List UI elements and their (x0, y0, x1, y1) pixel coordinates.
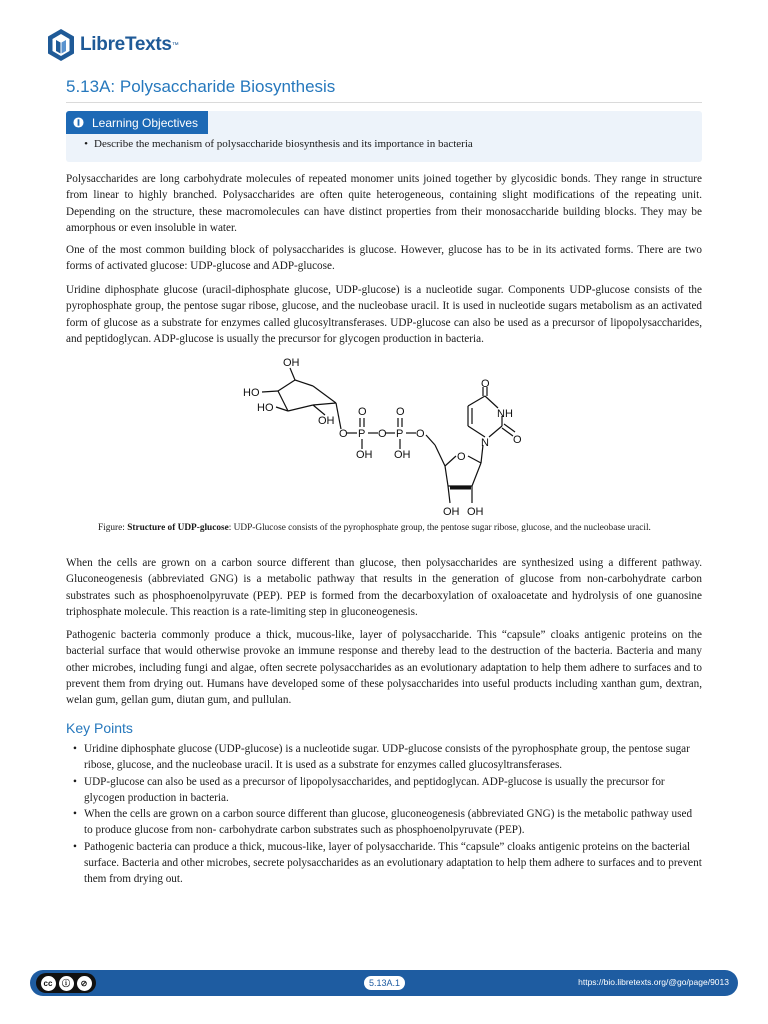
info-circle-icon (73, 117, 84, 128)
cc-icon: cc (41, 976, 56, 991)
paragraph-udp-glucose: Uridine diphosphate glucose (uracil-diphosphate glucose, UDP-glucose) is a nucleotide sugar. Components UDP-glucose consists of the pyrophosphate group, the pentose sugar ribose, glucose, and the nucleobase uracil. It is used in nucleotide sugars metabolism as an activated form of glucose as a substrate for enzymes called glucosyltransferases. UDP-glucose can also be used as a precursor of lipopolysaccharides, and peptidoglycan. ADP-glucose is usually the precursor for glycogen production in bacteria. (66, 284, 702, 345)
figure-caption-prefix: Figure: (98, 523, 128, 533)
udp-glucose-structure-figure (238, 355, 538, 520)
label-o-ribose: O (457, 451, 466, 463)
key-point-text: Pathogenic bacteria can produce a thick, mucous-like, layer of polysaccharide. This “capsule” cloaks antigenic proteins on the bacterial surface. Bacteria and other microbes, secrete polysaccharides as an evolutionary adaptation to help them adhere to surfaces and to prevent them from drying out. (84, 840, 702, 886)
key-point-text: Uridine diphosphate glucose (UDP-glucose) is a nucleotide sugar. UDP-glucose consists of the pyrophosphate group, the pentose sugar ribose, glucose, and the nucleobase uracil. It is used as a substrate for enzymes called glucosyltransferases. (84, 743, 690, 772)
key-point-item (66, 774, 702, 807)
learning-objectives-box (66, 111, 702, 162)
label-o-uracil-top: O (481, 378, 490, 390)
key-point-item (66, 806, 702, 839)
paragraph-pathogenic-bacteria: Pathogenic bacteria commonly produce a thick, mucous-like, layer of polysaccharide. This “capsule” cloaks antigenic proteins on the bacterial surface that would otherwise provoke an immune response and thereby lead to the destruction of the bacteria. Bacteria and many other microbes, including fungi and algae, often secrete polysaccharides as an evolutionary adaptation to help them adhere to surfaces and to prevent them from drying out. Humans have developed some of these polysaccharides into useful products including xanthan gum, dextran, welan gum, gellan gum, diutan gum, and pullulan. (66, 629, 702, 707)
label-o-double2: O (396, 406, 405, 418)
page-title: 5.13A: Polysaccharide Biosynthesis (66, 77, 702, 103)
paragraph-gluconeogenesis: When the cells are grown on a carbon source different than glucose, then polysaccharides are synthesized using a different pathway. Gluconeogenesis (abbreviated GNG) is a metabolic pathway that results in the generation of glucose from non-carbohydrate carbon substrates such as phosphoenolpyruvate (PEP). PEP is formed from the decarboxylation of oxaloacetate and hydrolysis of one guanosine triphosphate molecule. This reaction is a rate-limiting step in gluconeogenesis. (66, 557, 702, 618)
label-oh-p2: OH (394, 449, 411, 461)
bullet: • (84, 138, 88, 150)
key-points-list (66, 741, 702, 888)
figure-caption (98, 522, 678, 535)
label-n: N (481, 437, 489, 449)
noncommercial-icon: ⊘ (77, 976, 92, 991)
label-o-link2: O (416, 428, 425, 440)
creative-commons-license-badge[interactable] (36, 973, 96, 993)
learning-objectives-title: Learning Objectives (92, 115, 199, 130)
label-oh-ribose-left: OH (443, 506, 460, 518)
label-oh-ch2: OH (283, 357, 300, 369)
label-p2: P (396, 428, 404, 440)
label-oh-ribose-right: OH (467, 506, 484, 518)
bullet: • (73, 743, 77, 755)
figure-caption-bold: Structure of UDP-glucose (127, 523, 229, 533)
bullet: • (73, 840, 77, 853)
learning-objective-text: Describe the mechanism of polysaccharide biosynthesis and its importance in bacteria (94, 138, 473, 150)
libretexts-logo-icon (46, 28, 76, 62)
label-o-uracil-right: O (513, 434, 522, 446)
label-nh: NH (497, 408, 513, 420)
label-oh-p1: OH (356, 449, 373, 461)
key-point-item (66, 839, 702, 888)
bullet: • (73, 775, 77, 788)
page-number: 5.13A.1 (364, 976, 405, 990)
label-o-link1: O (339, 428, 348, 440)
page-url-link[interactable]: https://bio.libretexts.org/@go/page/9013 (578, 977, 729, 987)
label-ho-upper: HO (243, 387, 260, 399)
structure-bonds (262, 368, 515, 503)
brand-trademark: ™ (171, 41, 179, 49)
page-footer (30, 970, 738, 996)
paragraph-polysaccharides-intro: Polysaccharides are long carbohydrate molecules of repeated monomer units joined together by glycosidic bonds. They range in structure from linear to highly branched. Polysaccharides are often quite heterogeneous, containing slight modifications of the repeating unit. Depending on the structure, these macromolecules can have distinct properties from their monosaccharide building blocks. They may be amorphous or even insoluble in water. (66, 173, 702, 234)
paragraph-activated-glucose: One of the most common building block of polysaccharides is glucose. However, glucose has to be in its activated forms. There are two forms of activated glucose: UDP-glucose and ADP-glucose. (66, 244, 702, 273)
key-point-text: When the cells are grown on a carbon source different than glucose, gluconeogenesis (abbreviated GNG) is the metabolic pathway used to produce glucose from non- carbohydrate carbon substrates such as phosphoenolpyruvate (PEP). (84, 808, 693, 837)
label-ho-lower: HO (257, 402, 274, 414)
key-points-title: Key Points (66, 720, 133, 736)
learning-objectives-header (66, 111, 208, 134)
key-point-item (66, 741, 702, 774)
libretexts-logo[interactable] (46, 28, 179, 62)
figure-caption-text: : UDP-Glucose consists of the pyrophosphate group, the pentose sugar ribose, glucose, and the nucleobase uracil. (228, 523, 651, 533)
key-point-text: UDP-glucose can also be used as a precursor of lipopolysaccharides, and peptidoglycan. ADP-glucose is usually the precursor for glycogen production in bacteria. (84, 775, 665, 804)
label-p1: P (358, 428, 366, 440)
label-o-double1: O (358, 406, 367, 418)
attribution-icon: ⓘ (59, 976, 74, 991)
bullet: • (73, 808, 77, 821)
label-o-bridge: O (378, 428, 387, 440)
brand-name: LibreTexts (80, 34, 172, 55)
learning-objective-item (78, 138, 473, 150)
label-oh-ring: OH (318, 415, 335, 427)
